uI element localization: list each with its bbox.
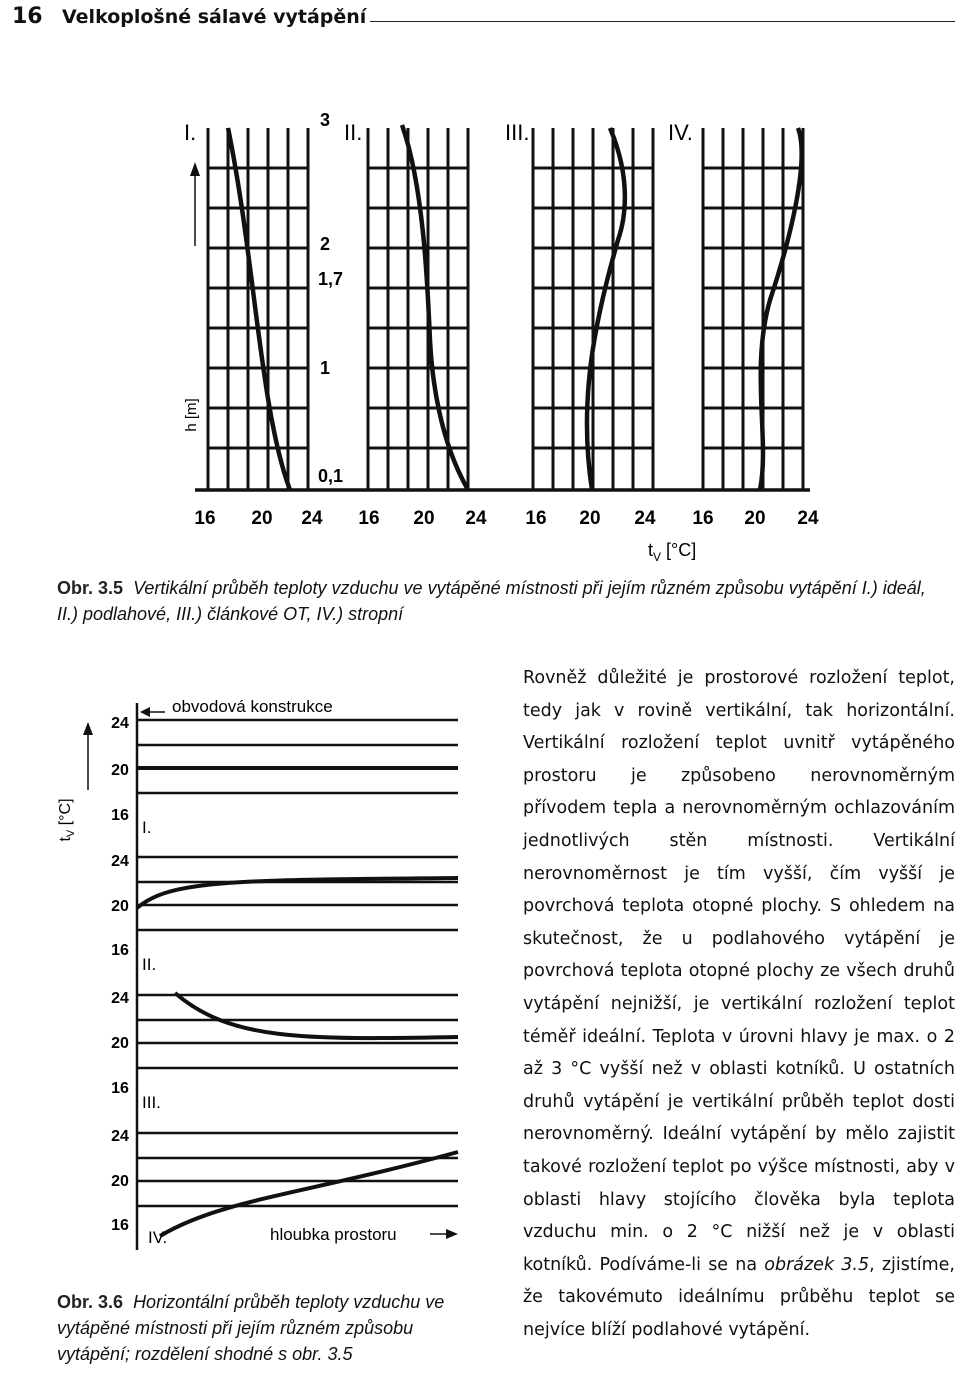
panel-label-2: II. [142, 955, 157, 974]
x-tick: 16 [525, 508, 547, 529]
caption-text: Vertikální průběh teploty vzduchu ve vytápěné místnosti při jejím různém způsobu vytápění I.) ideál, II.) podlahové, III.) článkové OT, IV.) stropní [57, 578, 926, 624]
figure-3-6-caption [57, 1289, 477, 1367]
y-tick: 16 [111, 942, 129, 959]
wall-pointer-head [140, 707, 150, 717]
body-text-part: Rovněž důležité je prostorové rozložení teplot, tedy jak v rovině vertikální, tak horizontální. Vertikální rozložení teplot uvnitř vytápěného prostoru je způsobeno nerovnoměrným přívodem tepla a nerovnoměrným ochlazováním jednotlivých stěn místnosti. Vertikální nerovnoměrnost je tím vyšší, čím vyšší je povrchová teplota otopné plochy. S ohledem na skutečnost, že u podlahového vytápění je povrchová teplota otopné plochy ze všech druhů vytápění nejnižší, je vertikální rozložení teplot téměř ideální. Teplota v úrovni hlavy je max. o 2 až 3 °C vyšší než v oblasti kotníků. U ostatních druhů vytápění je vertikální průběh teplot dosti nerovnoměrný. Ideální vytápění by mělo zajistit takové rozložení teplot po výšce místnosti, aby v oblasti hlavy stojícího člověka byla teplota vzduchu min. o 2 °C nižší než je v oblasti kotníků. Podíváme-li se na [523, 668, 955, 1275]
height-ticks [318, 110, 343, 486]
x-tick: 20 [251, 508, 273, 529]
fig36-ceiling-curve [160, 1152, 458, 1236]
depth-arrow-head [446, 1229, 458, 1239]
x-tick: 24 [797, 508, 819, 529]
y-tick: 24 [111, 715, 129, 732]
panel-label-2: II. [344, 120, 363, 145]
x-tick: 16 [194, 508, 216, 529]
panel-label-3: III. [505, 120, 530, 145]
body-text-part: , zjistíme, že takovémuto ideálnímu průběhu teplot se nejvíce blíží podlahové vytápění. [523, 1254, 955, 1340]
caption-label: Obr. 3.6 [57, 1292, 124, 1312]
fig35-curve-ideal [228, 128, 290, 490]
height-arrow-head [190, 162, 200, 176]
y-tick: 24 [111, 853, 129, 870]
chapter-title: Velkoplošné sálavé vytápění [62, 6, 367, 28]
page-number: 16 [12, 4, 43, 29]
x-tick: 24 [301, 508, 323, 529]
temperature-arrow-head [83, 722, 93, 735]
height-tick: 2 [320, 234, 331, 254]
height-axis-label: h [m] [183, 398, 200, 432]
x-tick: 16 [358, 508, 380, 529]
wall-label: obvodová konstrukce [172, 697, 333, 716]
x-tick: 24 [634, 508, 656, 529]
height-tick: 3 [320, 110, 331, 130]
height-tick: 1 [320, 358, 331, 378]
y-tick: 16 [111, 1217, 129, 1234]
y-tick: 20 [111, 1035, 129, 1052]
figure-3-5-caption [57, 575, 937, 627]
page-header [0, 0, 960, 40]
panel-label-1: I. [184, 120, 197, 145]
temperature-unit: $t_V$ [°C] [648, 540, 697, 564]
figure-reference: obrázek 3.5 [764, 1254, 870, 1275]
height-tick: 1,7 [318, 269, 344, 289]
figure-3-6 [0, 680, 500, 1260]
panel-label-1: I. [142, 818, 152, 837]
x-tick: 20 [579, 508, 601, 529]
x-tick: 20 [413, 508, 435, 529]
panel-label-4: IV. [668, 120, 693, 145]
y-tick: 20 [111, 762, 129, 779]
x-tick: 20 [744, 508, 766, 529]
y-tick: 20 [111, 1173, 129, 1190]
x-tick: 16 [692, 508, 714, 529]
fig36-radiator-curve [175, 993, 458, 1038]
temperature-ticks [194, 508, 819, 529]
fig35-curve-ceiling [760, 128, 802, 490]
y-tick: 16 [111, 807, 129, 824]
y-tick: 16 [111, 1080, 129, 1097]
panel-label-4: IV. [148, 1228, 168, 1247]
caption-text: Horizontální průběh teploty vzduchu ve vytápěné místnosti při jejím různém způsobu vytápění; rozdělení shodné s obr. 3.5 [57, 1292, 445, 1364]
figure-3-5 [0, 90, 960, 570]
y-tick: 24 [111, 1128, 129, 1145]
y-tick: 24 [111, 990, 129, 1007]
header-rule [370, 21, 955, 22]
depth-label: hloubka prostoru [270, 1225, 397, 1244]
caption-label: Obr. 3.5 [57, 578, 124, 598]
fig35-curve-floor [402, 125, 467, 488]
panel-label-3: III. [142, 1093, 161, 1112]
fig35-grid [208, 128, 803, 490]
temperature-ticks [111, 715, 129, 1234]
height-tick: 0,1 [318, 466, 344, 486]
y-tick: 20 [111, 898, 129, 915]
body-text [523, 662, 955, 1346]
fig36-grid [137, 703, 458, 1250]
x-tick: 24 [465, 508, 487, 529]
temperature-axis-label: $t_V$ [°C] [57, 798, 77, 842]
